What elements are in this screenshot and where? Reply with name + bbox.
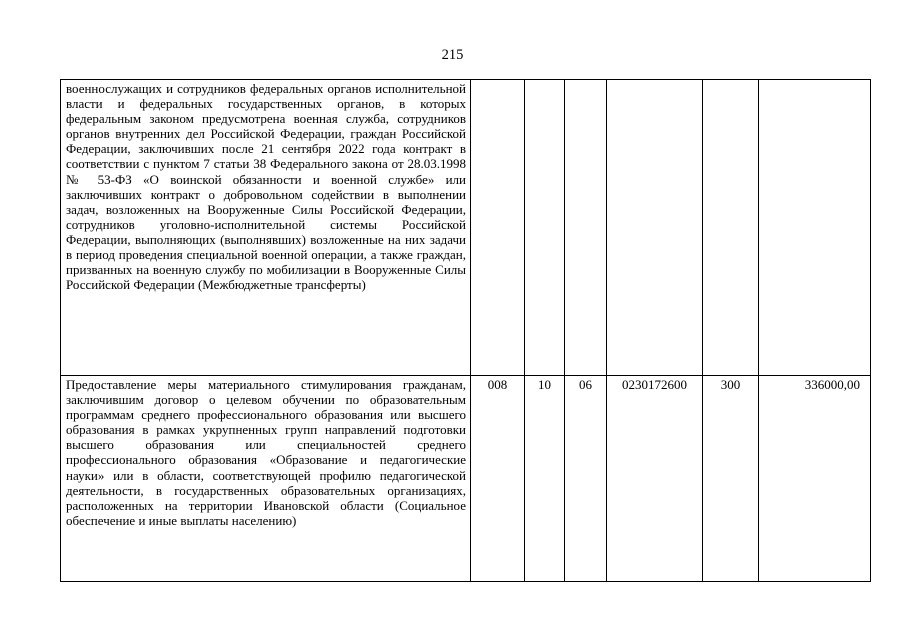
target-article-cell (607, 80, 703, 376)
section-code-cell: 10 (525, 376, 565, 582)
subsection-code-cell: 06 (565, 376, 607, 582)
ministry-code-cell: 008 (471, 376, 525, 582)
page-number: 215 (441, 47, 464, 63)
row-description: Предоставление меры материального стимулирования гражданам, заключившим договор о целевом обучении по образовательным программам среднего профессионального образования или высшего образования в рамках укрупненных групп направлений подготовки высшего образования или специальностей среднего профессионального образования «Образование и педагогические науки» или в области, соответствующей профилю педагогической деятельности, в государственных образовательных организациях, расположенных на территории Ивановской области (Социальное обеспечение и иные выплаты населению) (61, 376, 471, 582)
budget-table (60, 79, 871, 582)
subsection-code-cell (565, 80, 607, 376)
section-code-cell (525, 80, 565, 376)
row-description: военнослужащих и сотрудников федеральных органов исполнительной власти и федеральных государственных органов, в которых федеральным законом предусмотрена военная служба, сотрудников органов внутренних дел Российской Федерации, граждан Российской Федерации, заключивших после 21 сентября 2022 года контракт в соответствии с пунктом 7 статьи 38 Федерального закона от 28.03.1998 № 53-ФЗ «О воинской обязанности и военной службе» или заключивших контракт о добровольном содействии в выполнении задач, возложенных на Вооруженные Силы Российской Федерации, сотрудников уголовно-исполнительной системы Российской Федерации, выполняющих (выполнявших) возложенные на них задачи в период проведения специальной военной операции, а также граждан, призванных на военную службу по мобилизации в Вооруженные Силы Российской Федерации (Межбюджетные трансферты) (61, 80, 471, 376)
expense-type-cell (703, 80, 759, 376)
table-row (61, 80, 871, 376)
ministry-code-cell (471, 80, 525, 376)
table-row (61, 376, 871, 582)
amount-cell: 336000,00 (759, 376, 871, 582)
expense-type-cell: 300 (703, 376, 759, 582)
target-article-cell: 0230172600 (607, 376, 703, 582)
amount-cell (759, 80, 871, 376)
